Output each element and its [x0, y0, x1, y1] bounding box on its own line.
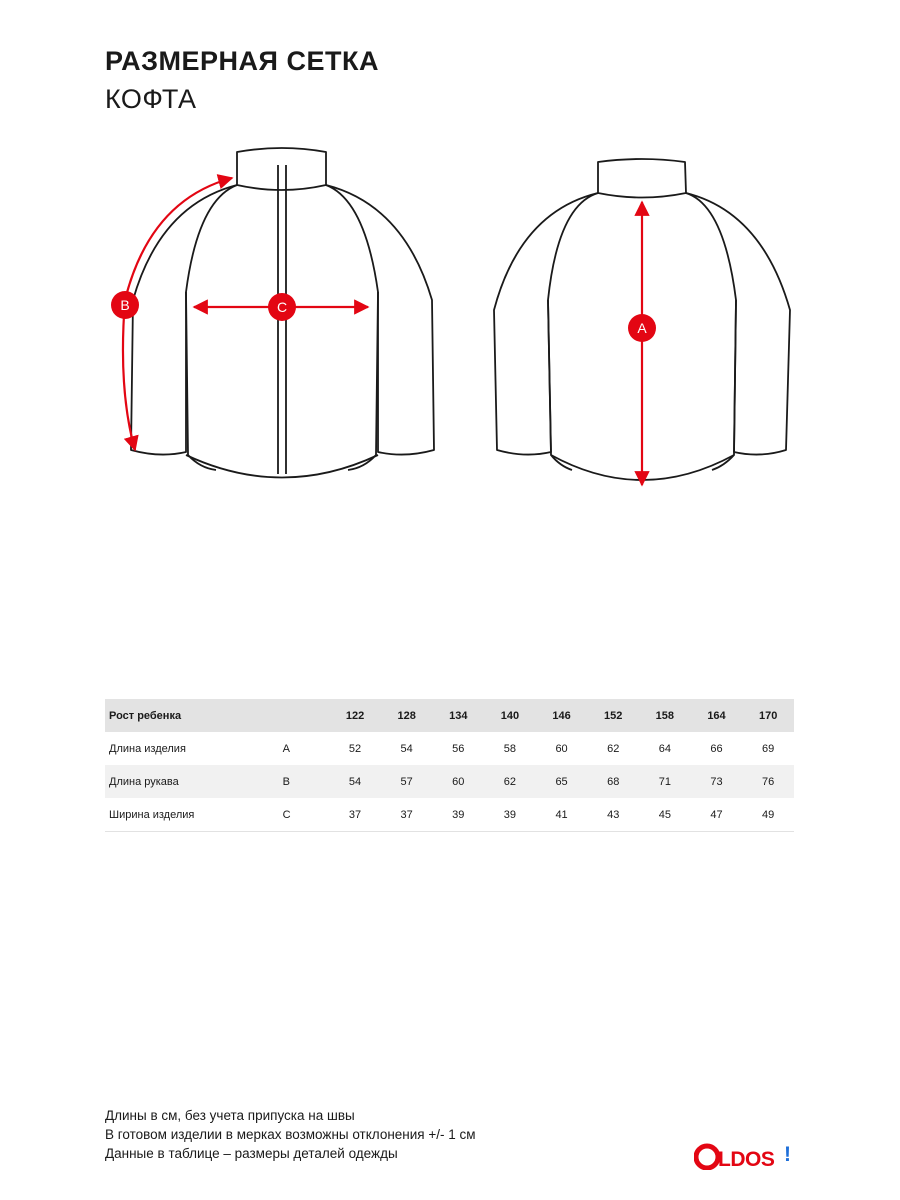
svg-text:!: ! — [784, 1143, 791, 1166]
row-value: 43 — [587, 798, 639, 832]
row-name: Длина изделия — [105, 732, 283, 765]
row-value: 60 — [536, 732, 588, 765]
back-right-sleeve — [686, 193, 790, 455]
size-header: 158 — [639, 699, 691, 732]
footnotes — [105, 1106, 476, 1163]
footnote: Длины в см, без учета припуска на швы — [105, 1108, 355, 1123]
svg-text:LDOS: LDOS — [718, 1148, 775, 1170]
row-value: 56 — [432, 732, 484, 765]
row-value: 52 — [329, 732, 381, 765]
size-header: 122 — [329, 699, 381, 732]
marker-c-label: C — [276, 299, 288, 315]
front-right-sleeve — [326, 185, 434, 455]
front-left-sleeve — [131, 185, 237, 455]
row-value: 66 — [691, 732, 743, 765]
row-value: 62 — [484, 765, 536, 798]
front-body-left — [186, 185, 237, 470]
jacket-diagram — [0, 130, 900, 500]
row-value: 45 — [639, 798, 691, 832]
back-body-right — [686, 193, 736, 470]
size-header: 170 — [742, 699, 794, 732]
row-value: 37 — [329, 798, 381, 832]
table-row — [105, 798, 794, 832]
marker-b-label: B — [120, 297, 130, 313]
back-left-sleeve — [494, 193, 598, 455]
row-value: 58 — [484, 732, 536, 765]
row-code: A — [283, 732, 330, 765]
table-header-code — [283, 699, 330, 732]
size-header: 128 — [381, 699, 433, 732]
front-body-right — [326, 185, 378, 470]
oldos-logo — [694, 1140, 796, 1170]
back-collar — [598, 159, 686, 198]
row-code: C — [283, 798, 330, 832]
row-value: 62 — [587, 732, 639, 765]
table-header-row — [105, 699, 794, 732]
page-title: РАЗМЕРНАЯ СЕТКА — [105, 46, 379, 76]
measure-a — [628, 202, 656, 485]
row-code: B — [283, 765, 330, 798]
footnote: Данные в таблице – размеры деталей одежды — [105, 1146, 398, 1161]
page-subtitle: КОФТА — [105, 84, 197, 114]
size-header: 164 — [691, 699, 743, 732]
measure-b — [111, 178, 232, 450]
front-collar — [237, 148, 326, 190]
row-value: 69 — [742, 732, 794, 765]
row-value: 64 — [639, 732, 691, 765]
table-row — [105, 732, 794, 765]
row-value: 65 — [536, 765, 588, 798]
front-hem — [186, 455, 378, 478]
table-header-label: Рост ребенка — [105, 699, 283, 732]
row-value: 54 — [381, 732, 433, 765]
row-value: 57 — [381, 765, 433, 798]
row-value: 68 — [587, 765, 639, 798]
row-value: 39 — [432, 798, 484, 832]
row-value: 41 — [536, 798, 588, 832]
measure-c — [194, 293, 368, 321]
footnote: В готовом изделии в мерках возможны отклонения +/- 1 см — [105, 1127, 476, 1142]
row-value: 54 — [329, 765, 381, 798]
row-value: 37 — [381, 798, 433, 832]
row-name: Длина рукава — [105, 765, 283, 798]
row-value: 73 — [691, 765, 743, 798]
row-value: 71 — [639, 765, 691, 798]
row-value: 60 — [432, 765, 484, 798]
row-value: 76 — [742, 765, 794, 798]
size-header: 134 — [432, 699, 484, 732]
row-value: 39 — [484, 798, 536, 832]
size-header: 152 — [587, 699, 639, 732]
size-header: 140 — [484, 699, 536, 732]
size-header: 146 — [536, 699, 588, 732]
row-value: 49 — [742, 798, 794, 832]
size-table — [105, 699, 794, 832]
row-name: Ширина изделия — [105, 798, 283, 832]
row-value: 47 — [691, 798, 743, 832]
marker-a-label: A — [637, 320, 647, 336]
table-row — [105, 765, 794, 798]
back-body-left — [548, 193, 598, 470]
